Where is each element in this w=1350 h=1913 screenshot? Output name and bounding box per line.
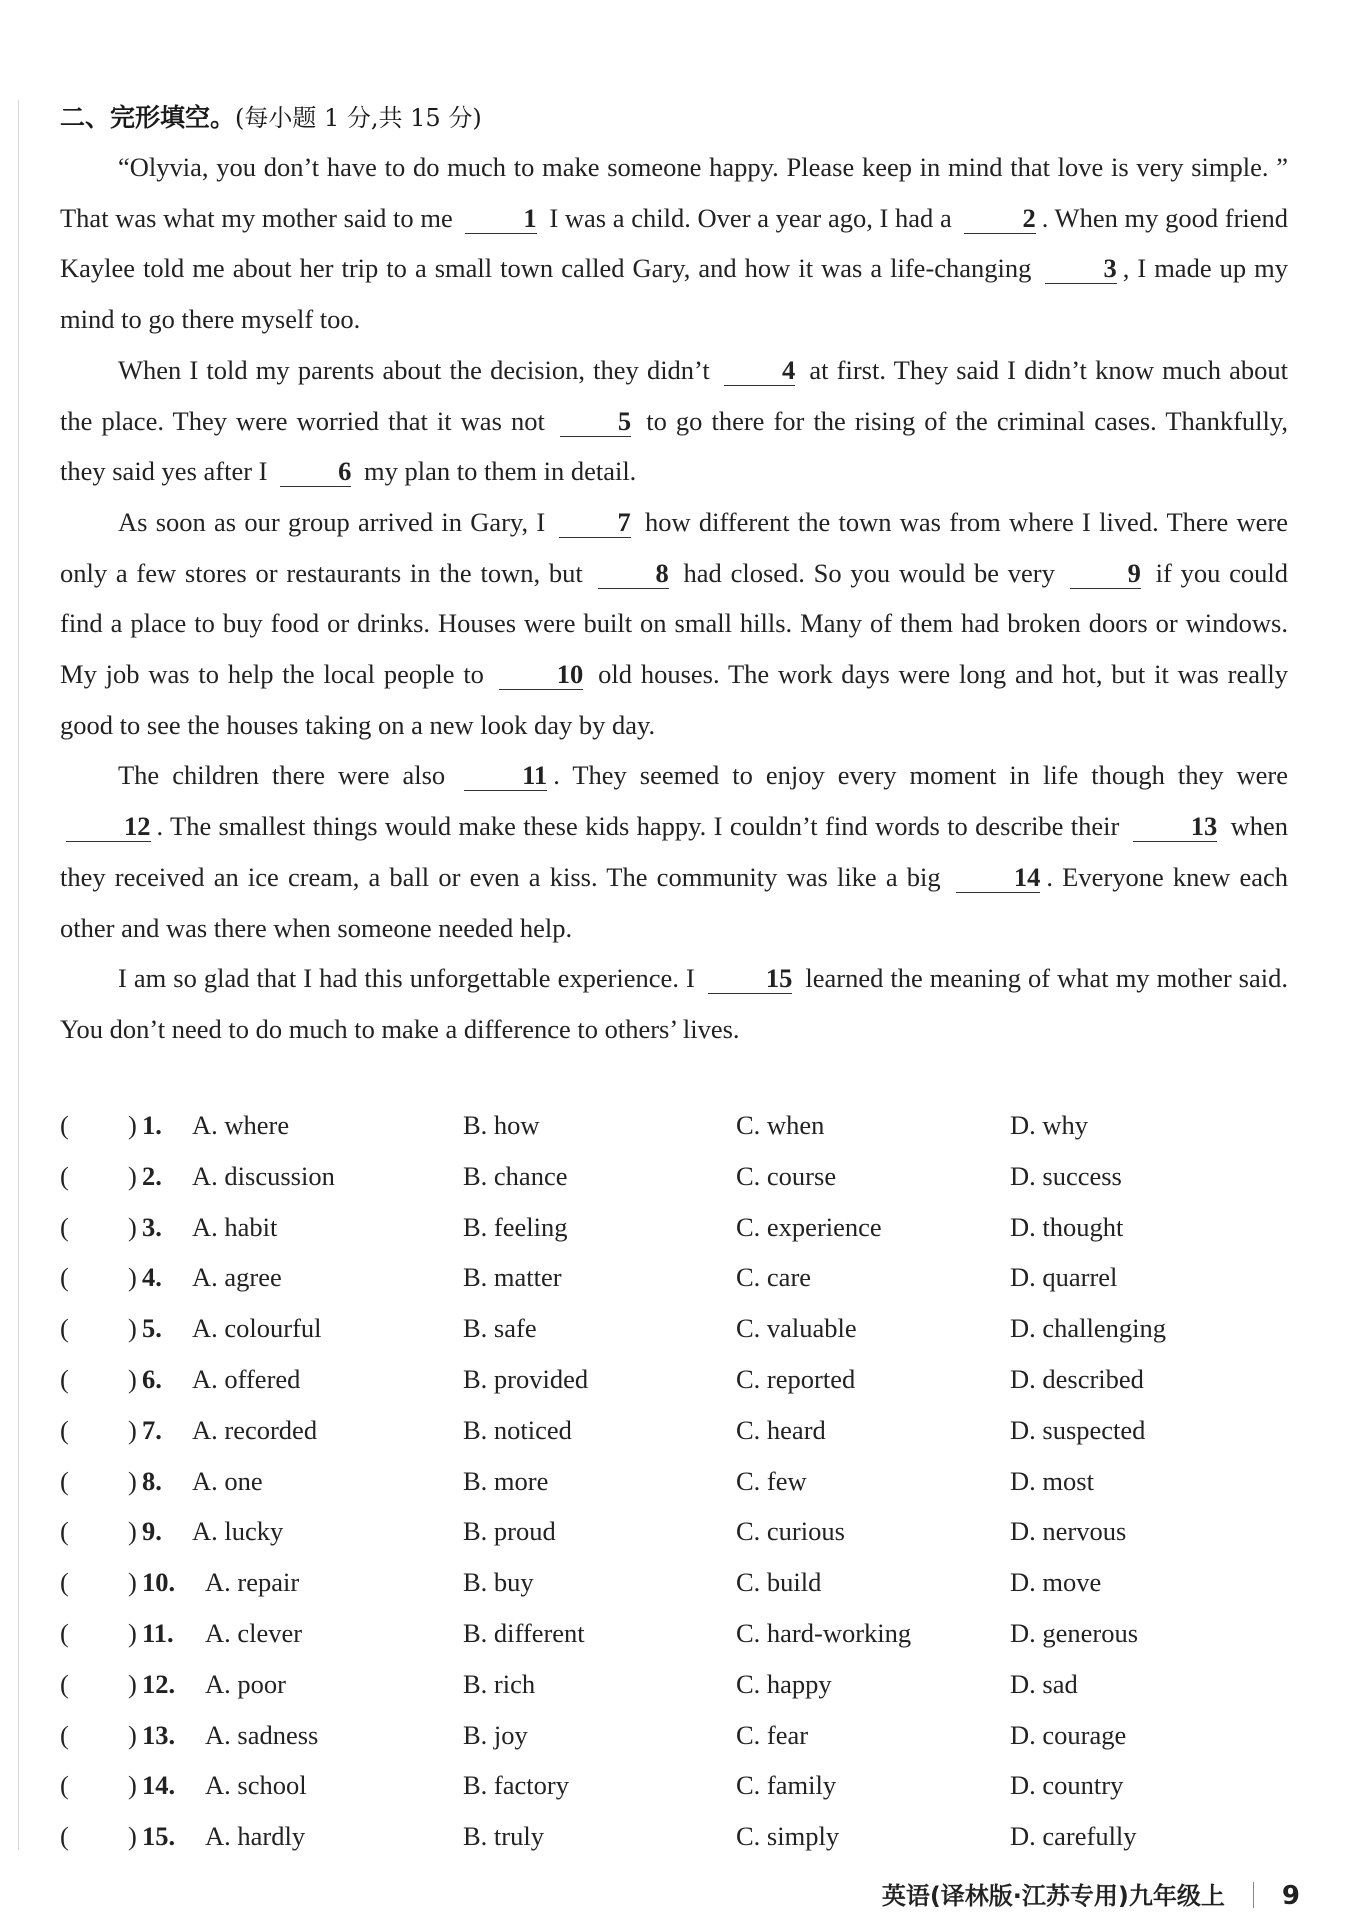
option-a: A. offered (192, 1363, 301, 1394)
passage-text: . The smallest things would make these kids happy. I couldn’t find words to describe their (156, 811, 1120, 842)
passage-text: The children there were also (118, 760, 446, 791)
question-number: 1. (142, 1110, 162, 1140)
answer-bracket-open[interactable]: ( (60, 1211, 69, 1242)
question-row (60, 1110, 1290, 1161)
question-row (60, 1262, 1290, 1313)
question-row (60, 1618, 1290, 1669)
passage-text: learned the meaning of what my mother said. You don’t need to do much to make a difference to others’ lives. (60, 963, 1288, 1044)
blank-5: 5 (560, 406, 631, 437)
option-a: A. school (205, 1770, 307, 1801)
option-a: A. sadness (205, 1719, 319, 1750)
answer-bracket-close: ) (128, 1363, 137, 1394)
passage-text: As soon as our group arrived in Gary, I (118, 506, 546, 537)
option-c: C. simply (736, 1821, 840, 1852)
option-d: D. most (1010, 1465, 1094, 1496)
margin-rule (18, 100, 19, 1850)
question-row (60, 1821, 1290, 1872)
question-number: 6. (142, 1363, 162, 1394)
option-b: B. how (463, 1110, 540, 1140)
answer-bracket-open[interactable]: ( (60, 1110, 69, 1140)
answer-bracket-close: ) (128, 1110, 137, 1140)
option-d: D. courage (1010, 1719, 1127, 1750)
question-number: 9. (142, 1516, 162, 1547)
option-b: B. safe (463, 1313, 537, 1344)
question-number: 15. (142, 1821, 176, 1852)
option-c: C. curious (736, 1516, 845, 1547)
answer-bracket-open[interactable]: ( (60, 1770, 69, 1801)
paragraph-1 (60, 142, 1288, 345)
answer-bracket-open[interactable]: ( (60, 1414, 69, 1445)
option-d: D. carefully (1010, 1821, 1137, 1852)
option-b: B. matter (463, 1262, 562, 1293)
blank-3: 3 (1045, 253, 1116, 284)
answer-bracket-close: ) (128, 1516, 137, 1547)
option-a: A. where (192, 1110, 290, 1140)
passage-text: . When my good friend Kaylee told me about her trip to a small town called Gary, and how it was a life-changing (60, 202, 1289, 284)
answer-bracket-open[interactable]: ( (60, 1313, 69, 1344)
answer-bracket-open[interactable]: ( (60, 1668, 69, 1699)
blank-9: 9 (1070, 558, 1141, 589)
question-row (60, 1415, 1290, 1466)
answer-bracket-open[interactable]: ( (60, 1821, 69, 1852)
paragraph-2 (60, 345, 1288, 497)
passage-text: “Olyvia, you don’t have to do much to make someone happy. Please keep in mind that love is very simple. ” That was what my mother said to me (60, 152, 1288, 233)
question-number: 3. (142, 1211, 162, 1242)
question-row (60, 1466, 1290, 1517)
book-title: 英语(译林版·江苏专用)九年级上 (881, 1882, 1225, 1910)
passage-text: I am so glad that I had this unforgettable experience. I (118, 963, 695, 994)
answer-bracket-open[interactable]: ( (60, 1465, 69, 1496)
option-c: C. valuable (736, 1313, 857, 1344)
passage-text: , I made up my mind to go there myself too. (60, 253, 1288, 335)
option-b: B. proud (463, 1516, 556, 1547)
option-d: D. challenging (1010, 1313, 1167, 1344)
option-c: C. experience (736, 1211, 882, 1242)
blank-15: 15 (708, 963, 793, 994)
answer-bracket-close: ) (128, 1414, 137, 1445)
passage-text: when they received an ice cream, a ball or even a kiss. The community was like a big (60, 811, 1288, 892)
answer-bracket-close: ) (128, 1719, 137, 1750)
option-c: C. happy (736, 1668, 832, 1699)
option-c: C. fear (736, 1719, 809, 1750)
option-b: B. rich (463, 1668, 536, 1699)
footer-divider (1253, 1882, 1254, 1908)
answer-bracket-open[interactable]: ( (60, 1567, 69, 1598)
answer-bracket-close: ) (128, 1567, 137, 1598)
option-d: D. why (1010, 1110, 1089, 1140)
option-d: D. thought (1010, 1211, 1124, 1242)
blank-12: 12 (66, 811, 151, 842)
blank-11: 11 (464, 760, 547, 791)
question-number: 2. (142, 1160, 162, 1191)
option-b: B. chance (463, 1160, 568, 1191)
option-a: A. discussion (192, 1160, 335, 1191)
answer-bracket-close: ) (128, 1465, 137, 1496)
option-d: D. described (1010, 1363, 1144, 1394)
answer-bracket-open[interactable]: ( (60, 1617, 69, 1648)
page-number: 9 (1281, 1881, 1300, 1911)
blank-1: 1 (465, 203, 536, 234)
blank-8: 8 (598, 558, 669, 589)
passage-text: old houses. The work days were long and hot, but it was really good to see the houses taking on a new look day by day. (60, 659, 1289, 740)
answer-bracket-close: ) (128, 1821, 137, 1852)
option-a: A. habit (192, 1211, 278, 1242)
option-d: D. country (1010, 1770, 1124, 1801)
option-a: A. poor (205, 1668, 286, 1699)
option-c: C. few (736, 1465, 807, 1496)
answer-bracket-close: ) (128, 1313, 137, 1344)
answer-bracket-close: ) (128, 1617, 137, 1648)
option-d: D. sad (1010, 1668, 1078, 1699)
question-row (60, 1720, 1290, 1771)
answer-bracket-open[interactable]: ( (60, 1262, 69, 1293)
question-number: 4. (142, 1262, 162, 1293)
passage-text: my plan to them in detail. (364, 456, 637, 487)
section-scoring-note: (每小题 1 分,共 15 分) (235, 104, 482, 132)
answer-bracket-open[interactable]: ( (60, 1160, 69, 1191)
option-a: A. repair (205, 1567, 300, 1598)
blank-13: 13 (1133, 811, 1218, 842)
answer-bracket-close: ) (128, 1160, 137, 1191)
question-number: 7. (142, 1414, 162, 1445)
passage-text: if you could find a place to buy food or drinks. Houses were built on small hills. Many of them had broken doors or windows. My job was to help the local people to (60, 557, 1289, 690)
option-b: B. truly (463, 1821, 544, 1852)
paragraph-3 (60, 497, 1288, 751)
passage-text: to go there for the rising of the criminal cases. Thankfully, they said yes after I (60, 405, 1289, 487)
question-row (60, 1567, 1290, 1618)
passage-text: . Everyone knew each other and was there when someone needed help. (60, 861, 1289, 943)
question-row (60, 1161, 1290, 1212)
option-d: D. suspected (1010, 1414, 1146, 1445)
answer-options (60, 1110, 1290, 1872)
option-b: B. feeling (463, 1211, 568, 1242)
blank-10: 10 (499, 659, 584, 690)
question-row (60, 1516, 1290, 1567)
blank-14: 14 (956, 862, 1041, 893)
option-d: D. move (1010, 1567, 1102, 1598)
option-b: B. provided (463, 1363, 589, 1394)
option-b: B. different (463, 1617, 585, 1648)
question-row (60, 1313, 1290, 1364)
option-c: C. family (736, 1770, 837, 1801)
question-row (60, 1770, 1290, 1821)
option-b: B. more (463, 1465, 549, 1496)
answer-bracket-close: ) (128, 1770, 137, 1801)
answer-bracket-open[interactable]: ( (60, 1719, 69, 1750)
answer-bracket-close: ) (128, 1668, 137, 1699)
paragraph-4 (60, 750, 1288, 953)
blank-7: 7 (559, 507, 630, 538)
option-c: C. course (736, 1160, 837, 1191)
question-number: 14. (142, 1770, 176, 1801)
question-row (60, 1364, 1290, 1415)
cloze-passage (60, 142, 1288, 1055)
answer-bracket-close: ) (128, 1211, 137, 1242)
paragraph-5 (60, 953, 1288, 1054)
option-a: A. lucky (192, 1516, 284, 1547)
passage-text: had closed. So you would be very (683, 557, 1055, 588)
option-b: B. joy (463, 1719, 528, 1750)
passage-text: When I told my parents about the decision, they didn’t (118, 354, 710, 385)
section-heading (60, 98, 482, 134)
section-title: 二、完形填空。 (60, 103, 236, 132)
option-d: D. quarrel (1010, 1262, 1118, 1293)
answer-bracket-close: ) (128, 1262, 137, 1293)
option-a: A. recorded (192, 1414, 318, 1445)
question-number: 11. (142, 1617, 174, 1648)
question-number: 5. (142, 1313, 162, 1344)
question-row (60, 1212, 1290, 1263)
option-b: B. noticed (463, 1414, 572, 1445)
blank-4: 4 (724, 355, 795, 386)
answer-bracket-open[interactable]: ( (60, 1363, 69, 1394)
page-footer (882, 1876, 1300, 1911)
passage-text: at first. They said I didn’t know much about the place. They were worried that it was not (60, 354, 1289, 436)
option-d: D. generous (1010, 1617, 1139, 1648)
option-d: D. nervous (1010, 1516, 1127, 1547)
option-c: C. care (736, 1262, 812, 1293)
option-a: A. hardly (205, 1821, 306, 1852)
option-c: C. heard (736, 1414, 826, 1445)
answer-bracket-open[interactable]: ( (60, 1516, 69, 1547)
question-number: 10. (142, 1567, 176, 1598)
blank-6: 6 (280, 456, 351, 487)
question-number: 8. (142, 1465, 162, 1496)
passage-text: . They seemed to enjoy every moment in life though they were (553, 760, 1289, 791)
question-number: 12. (142, 1668, 176, 1699)
blank-2: 2 (964, 203, 1035, 234)
option-c: C. reported (736, 1363, 856, 1394)
option-d: D. success (1010, 1160, 1122, 1191)
option-a: A. one (192, 1465, 263, 1496)
option-c: C. when (736, 1110, 825, 1140)
option-a: A. colourful (192, 1313, 322, 1344)
question-row (60, 1669, 1290, 1720)
option-b: B. factory (463, 1770, 569, 1801)
question-number: 13. (142, 1719, 176, 1750)
option-a: A. agree (192, 1262, 282, 1293)
option-b: B. buy (463, 1567, 534, 1598)
option-c: C. build (736, 1567, 822, 1598)
passage-text: how different the town was from where I lived. There were only a few stores or restaurants in the town, but (60, 506, 1289, 588)
option-a: A. clever (205, 1617, 303, 1648)
option-c: C. hard-working (736, 1617, 912, 1648)
passage-text: I was a child. Over a year ago, I had a (549, 202, 952, 233)
